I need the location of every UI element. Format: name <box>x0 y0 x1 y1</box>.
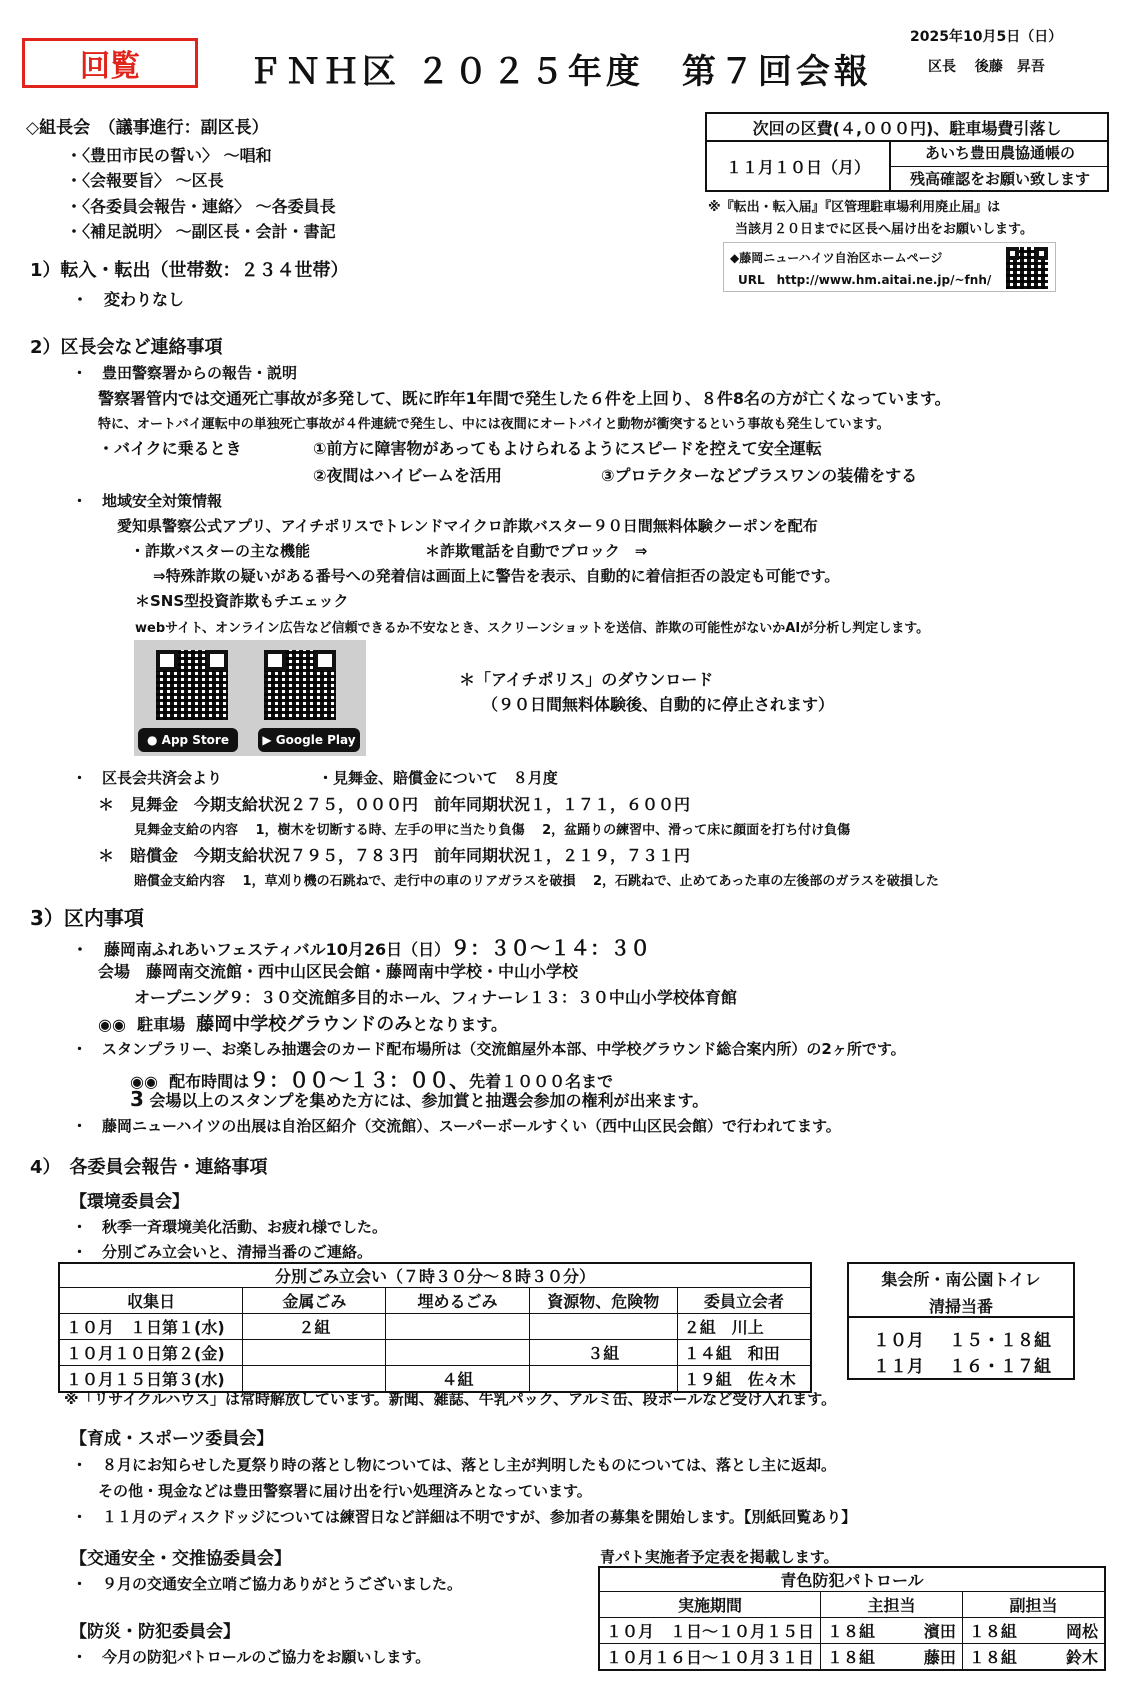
homepage-box <box>723 242 1056 292</box>
chief-name: 区長 後藤 昇吾 <box>928 59 1045 75</box>
mutual-subheading: ・見舞金、賠償金について ８月度 <box>318 769 558 787</box>
mutual-heading: ・ 区長会共済会より <box>72 769 223 787</box>
appstore-qr-code <box>156 650 228 720</box>
table-row: １０月１０日第２(金) ３組 １４組 和田 <box>59 1340 811 1366</box>
garbage-header-landfill: 埋めるごみ <box>386 1288 529 1314</box>
safety-line-4: ＊SNS型投資詐欺もチエェック <box>135 592 349 610</box>
garbage-table-title: 分別ごみ立会い（７時３０分～８時３０分） <box>59 1263 811 1288</box>
bike-tip-1: ①前方に障害物があってもよけられるようにスピードを控えて安全運転 <box>313 439 822 458</box>
safety-line-2a: ・詐欺バスターの主な機能 <box>130 542 311 560</box>
disaster-item-1: ・ 今月の防犯パトロールのご協力をお願いします。 <box>72 1648 431 1666</box>
homepage-url[interactable]: URL http://www.hm.aitai.ne.jp/~fnh/ <box>738 273 992 287</box>
issue-date: 2025年10月5日（日） <box>910 29 1063 45</box>
garbage-header-resources: 資源物、危険物 <box>529 1288 677 1314</box>
fee-heading: 次回の区費(４,０００円)、駐車場費引落し <box>707 114 1107 142</box>
safety-line-5: webサイト、オンライン広告など信頼できるか不安なとき、スクリーンショットを送信、詐欺の可能性がないかAIが分析し判定します。 <box>135 621 930 636</box>
garbage-table <box>58 1262 812 1393</box>
baisho-line: ＊ 賠償金 今期支給状況７９５，７８３円 前年同期状況１，２１９，７３１円 <box>98 846 691 865</box>
bike-tip-3: ③プロテクターなどプラスワンの装備をする <box>601 466 918 485</box>
cleaning-row-month: １１月 <box>873 1357 924 1377</box>
bike-label: ・バイクに乗るとき <box>98 439 242 458</box>
eyes-icon: ◉◉ <box>98 1015 126 1034</box>
cleaning-duty-table <box>847 1262 1075 1380</box>
section-1-title: 1）転入・転出（世帯数：２３４世帯） <box>30 260 349 281</box>
garbage-header-metal: 金属ごみ <box>243 1288 386 1314</box>
fee-note-line1: あいち豊田農協通帳の <box>924 144 1075 162</box>
cleaning-row-month: １０月 <box>873 1331 924 1351</box>
fee-remark-2: 当該月２０日までに区長へ届け出をお願いします。 <box>735 222 1033 237</box>
stamp-rally-line: ・ スタンプラリー、お楽しみ抽選会のカード配布場所は（交流館屋外本部、中学校グラウンド総合案内所）の2ヶ所です。 <box>72 1040 906 1058</box>
section-1-item: ・ 変わりなし <box>72 290 185 309</box>
env-item-1: ・ 秋季一斉環境美化活動、お疲れ様でした。 <box>72 1218 388 1236</box>
garbage-header-observer: 委員立会者 <box>677 1288 811 1314</box>
cleaning-row-groups: １５・１８組 <box>949 1331 1051 1351</box>
play-icon: ▶ <box>262 733 276 747</box>
kumicho-title: ◇組長会 （議事進行：副区長） <box>26 118 269 138</box>
police-line-2: 特に、オートバイ運転中の単独死亡事故が４件連続で発生し、中には夜間にオートバイと動物が衝突するという事故も発生しています。 <box>98 417 890 432</box>
fee-note-line2: 残高確認をお願い致します <box>891 166 1109 193</box>
homepage-qr-code <box>1006 247 1048 289</box>
safety-heading: ・ 地域安全対策情報 <box>72 492 223 510</box>
youth-committee-heading: 【育成・スポーツ委員会】 <box>70 1429 274 1449</box>
apple-icon: ● <box>147 733 162 747</box>
traffic-item-1: ・ ９月の交通安全立哨ご協力ありがとうございました。 <box>72 1575 463 1593</box>
cleaning-row-groups: １６・１７組 <box>949 1357 1051 1377</box>
youth-item-1: ・ ８月にお知らせした夏祭り時の落とし物については、落とし主が判明したものについては、落とし主に返却。 <box>72 1456 836 1474</box>
section-3-title: 3）区内事項 <box>30 906 144 930</box>
mimai-detail: 見舞金支給の内容 1，樹木を切断する時、左手の甲に当たり負傷 2，盆踊りの練習中、滑って床に顔面を打ち付け負傷 <box>134 823 851 838</box>
table-row: １０月１５日第３(水) ４組 １９組 佐々木 <box>59 1366 811 1393</box>
kumicho-item-4: ・〈補足説明〉 ～副区長・会計・書記 <box>66 222 336 241</box>
patrol-table-title: 青色防犯パトロール <box>599 1567 1105 1592</box>
police-line-1: 警察署管内では交通死亡事故が多発して、既に昨年1年間で発生した６件を上回り、８件8名の方が亡くなっています。 <box>98 389 951 408</box>
cleaning-duty-title: 集会所・南公園トイレ 清掃当番 <box>849 1264 1073 1318</box>
distribution-time: ◉◉ 配布時間は９：００～１３：００、先着１０００名まで <box>130 1068 614 1092</box>
festival-parking: ◉◉ 駐車場 藤岡中学校グラウンドのみとなります。 <box>98 1014 507 1035</box>
env-item-2: ・ 分別ごみ立会いと、清掃当番のご連絡。 <box>72 1243 373 1261</box>
table-row: １０月 １日第１(水) ２組 ２組 川上 <box>59 1314 811 1340</box>
youth-item-3: ・ １１月のディスクドッジについては練習日など詳細は不明ですが、参加者の募集を開始します。【別紙回覧あり】 <box>72 1508 857 1526</box>
festival-venue: 会場 藤岡南交流館・西中山区民会館・藤岡南中学校・中山小学校 <box>98 962 579 981</box>
fee-date: １１月１０日（月） <box>707 140 891 192</box>
patrol-header-period: 実施期間 <box>599 1592 821 1618</box>
app-download-image <box>134 640 366 756</box>
heights-exhibit-line: ・ 藤岡ニューハイツの出展は自治区紹介（交流館）、スーパーボールすくい（西中山区民会館）で行われてます。 <box>72 1117 841 1135</box>
homepage-label: ◆藤岡ニューハイツ自治区ホームページ <box>730 251 943 265</box>
download-line-2: （９０日間無料体験後、自動的に停止されます） <box>482 695 835 714</box>
kairan-stamp: 回覧 <box>22 38 198 88</box>
download-line-1: ＊「アイチポリス」のダウンロード <box>459 670 714 689</box>
safety-line-2b: ＊詐欺電話を自動でブロック ⇒ <box>425 542 648 560</box>
baisho-detail: 賠償金支給内容 1，草刈り機の石跳ねで、走行中の車のリアガラスを破損 2，石跳ねで、止めてあった車の左後部のガラスを破損した <box>134 874 939 889</box>
appstore-badge[interactable]: ● App Store <box>138 728 238 752</box>
page-title: ＦＮＨ区 ２０２５年度 第７回会報 <box>248 52 872 92</box>
bike-tip-2: ②夜間はハイビームを活用 <box>313 466 502 485</box>
patrol-table <box>598 1566 1106 1671</box>
festival-heading: ・ 藤岡南ふれあいフェスティバル10月26日（日）９：３０～１４：３０ <box>72 936 651 960</box>
section-2-title: 2）区長会など連絡事項 <box>30 337 223 358</box>
googleplay-qr-code <box>264 650 336 720</box>
police-heading: ・ 豊田警察署からの報告・説明 <box>72 364 298 382</box>
kumicho-item-3: ・〈各委員会報告・連絡〉 ～各委員長 <box>66 197 336 216</box>
kumicho-item-2: ・〈会報要旨〉 ～区長 <box>66 171 224 190</box>
recycle-house-note: ※「リサイクルハウス」は常時解放しています。新聞、雑誌、牛乳パック、アルミ缶、段ボールなど受け入れます。 <box>64 1390 837 1408</box>
traffic-committee-heading: 【交通安全・交推協委員会】 <box>70 1549 291 1569</box>
googleplay-badge[interactable]: ▶ Google Play <box>258 728 360 752</box>
table-row: １０月１６日～１０月３１日 １８組 藤田 １８組 鈴木 <box>599 1644 1105 1671</box>
env-committee-heading: 【環境委員会】 <box>70 1192 189 1212</box>
kumicho-item-1: ・〈豊田市民の誓い〉 ～唱和 <box>66 146 272 165</box>
disaster-committee-heading: 【防災・防犯委員会】 <box>70 1622 240 1642</box>
patrol-header-sub: 副担当 <box>962 1592 1105 1618</box>
patrol-header-main: 主担当 <box>821 1592 963 1618</box>
fee-remark-1: ※『転出・転入届』『区管理駐車場利用廃止届』は <box>708 200 1001 215</box>
three-stamps-line: 3 会場以上のスタンプを集めた方には、参加賞と抽選会参加の権利が出来ます。 <box>130 1087 709 1111</box>
festival-opening: オープニング９：３０交流館多目的ホール、フィナーレ１３：３０中山小学校体育館 <box>134 988 737 1007</box>
eyes-icon: ◉◉ <box>130 1072 158 1091</box>
patrol-note: 青パト実施者予定表を掲載します。 <box>600 1548 839 1566</box>
section-4-title: 4） 各委員会報告・連絡事項 <box>30 1157 268 1178</box>
youth-item-2: その他・現金などは豊田警察署に届け出を行い処理済みとなっています。 <box>98 1482 592 1500</box>
fee-box <box>705 112 1109 192</box>
garbage-header-date: 収集日 <box>59 1288 243 1314</box>
table-row: １０月 １日～１０月１５日 １８組 濱田 １８組 岡松 <box>599 1618 1105 1644</box>
safety-line-3: ⇒特殊詐欺の疑いがある番号への発着信は画面上に警告を表示、自動的に着信拒否の設定も可能です。 <box>153 567 840 585</box>
mimai-line: ＊ 見舞金 今期支給状況２７５，０００円 前年同期状況１，１７１，６００円 <box>98 795 691 814</box>
safety-line-1: 愛知県警察公式アプリ、アイチポリスでトレンドマイクロ詐欺バスター９０日間無料体験クーポンを配布 <box>117 517 818 535</box>
